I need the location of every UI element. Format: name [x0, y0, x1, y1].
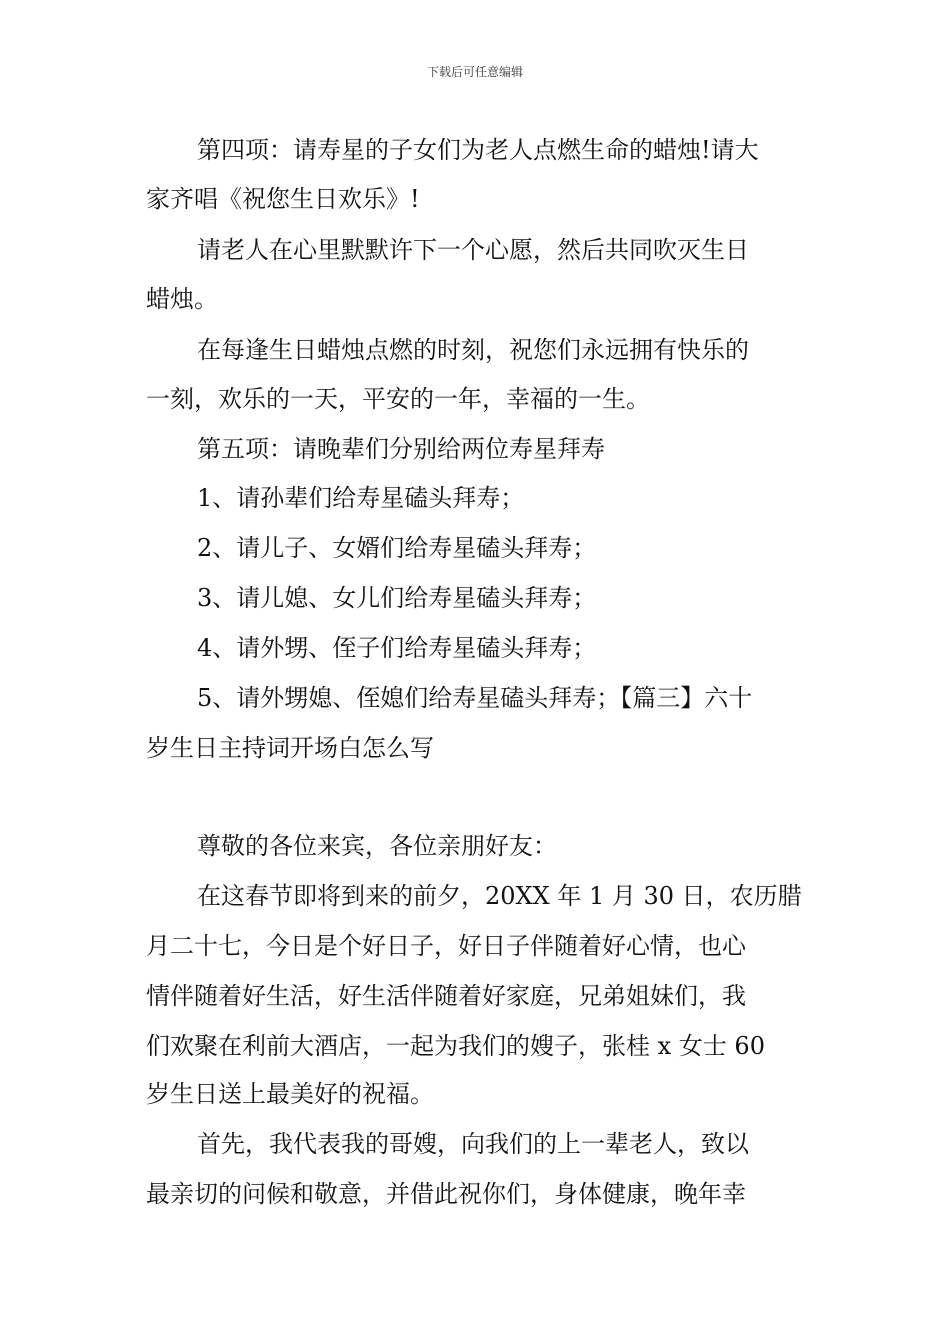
paragraph-line: 蜡烛。: [146, 285, 218, 313]
salutation: 尊敬的各位来宾，各位亲朋好友：: [197, 832, 557, 860]
paragraph-line: 们欢聚在利前大酒店，一起为我们的嫂子，张桂 x 女士 60: [146, 1032, 765, 1060]
paragraph-line: 情伴随着好生活，好生活伴随着好家庭，兄弟姐妹们，我: [146, 982, 746, 1010]
list-item: 3、请儿媳、女儿们给寿星磕头拜寿；: [197, 584, 597, 612]
paragraph-line: 首先，我代表我的哥嫂，向我们的上一辈老人，致以: [197, 1130, 749, 1158]
page-header: 下载后可任意编辑: [426, 65, 523, 79]
paragraph-line: 岁生日送上最美好的祝福。: [146, 1080, 434, 1108]
paragraph-line: 最亲切的问候和敬意，并借此祝你们，身体健康，晚年幸: [146, 1180, 746, 1208]
list-item: 2、请儿子、女婿们给寿星磕头拜寿；: [197, 534, 597, 562]
list-item: 1、请孙辈们给寿星磕头拜寿；: [197, 484, 525, 512]
paragraph-line: 第四项：请寿星的子女们为老人点燃生命的蜡烛!请大: [197, 136, 759, 164]
list-item: 5、请外甥媳、侄媳们给寿星磕头拜寿；【篇三】六十: [197, 684, 753, 712]
paragraph-line: 家齐唱《祝您生日欢乐》!: [146, 185, 420, 213]
section-heading: 第五项：请晚辈们分别给两位寿星拜寿: [197, 435, 605, 463]
section-title: 岁生日主持词开场白怎么写: [146, 734, 434, 762]
paragraph-line: 在每逢生日蜡烛点燃的时刻，祝您们永远拥有快乐的: [197, 336, 749, 364]
paragraph-line: 请老人在心里默默许下一个心愿，然后共同吹灭生日: [197, 236, 749, 264]
paragraph-line: 一刻，欢乐的一天，平安的一年，幸福的一生。: [146, 385, 650, 413]
paragraph-line: 在这春节即将到来的前夕，20XX 年 1 月 30 日，农历腊: [197, 882, 802, 910]
paragraph-line: 月二十七，今日是个好日子，好日子伴随着好心情，也心: [146, 932, 746, 960]
list-item: 4、请外甥、侄子们给寿星磕头拜寿；: [197, 634, 597, 662]
